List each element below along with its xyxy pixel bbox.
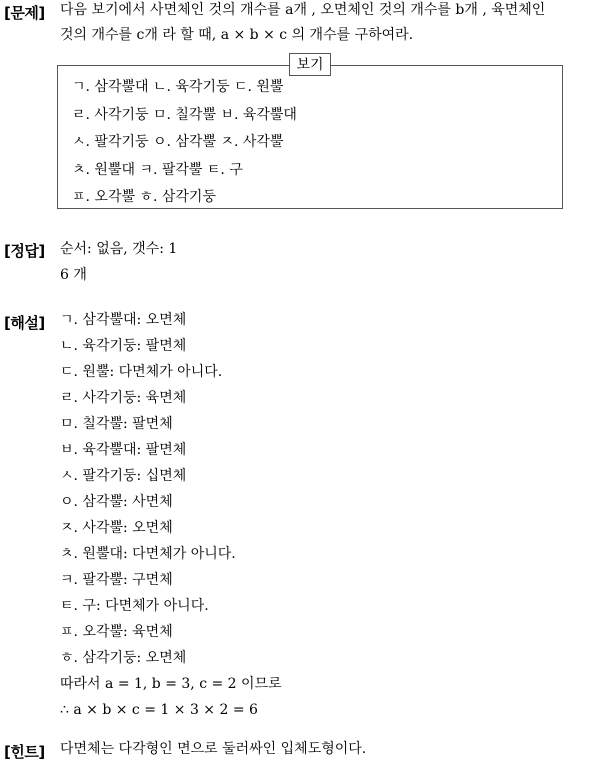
hint-text xyxy=(60,736,579,762)
solution-line: ㅎ. 삼각기둥: 오면체 xyxy=(60,650,187,666)
example-items xyxy=(72,74,297,212)
answer-line-1: 순서: 없음, 갯수: 1 xyxy=(60,241,178,257)
solution-line: ㅍ. 오각뿔: 육면체 xyxy=(60,624,173,640)
answer-text xyxy=(60,236,579,288)
answer-label: [정답] xyxy=(4,242,45,260)
solution-text xyxy=(60,307,579,723)
solution-line: ㅊ. 원뿔대: 다면체가 아니다. xyxy=(60,546,236,562)
example-line: ㅊ. 원뿔대 ㅋ. 팔각뿔 ㅌ. 구 xyxy=(72,161,243,178)
solution-line: ㅈ. 사각뿔: 오면체 xyxy=(60,520,173,536)
example-line: ㄹ. 사각기둥 ㅁ. 칠각뿔 ㅂ. 육각뿔대 xyxy=(72,106,297,123)
example-box xyxy=(57,65,563,209)
example-box-title: 보기 xyxy=(289,53,331,76)
answer-line-2: 6 개 xyxy=(60,267,87,283)
hint-label: [힌트] xyxy=(4,743,45,761)
solution-line: ㄷ. 원뿔: 다면체가 아니다. xyxy=(60,364,223,380)
solution-line: ㅌ. 구: 다면체가 아니다. xyxy=(60,598,209,614)
solution-line: ㄴ. 육각기둥: 팔면체 xyxy=(60,338,187,354)
example-line: ㅍ. 오각뿔 ㅎ. 삼각기둥 xyxy=(72,189,216,205)
solution-line: ㅇ. 삼각뿔: 사면체 xyxy=(60,494,173,510)
solution-line: ㅋ. 팔각뿔: 구면체 xyxy=(60,572,173,588)
solution-conclusion: 따라서 a = 1, b = 3, c = 2 이므로 xyxy=(60,676,282,692)
problem-line-1: 다음 보기에서 사면체인 것의 개수를 a개 , 오면체인 것의 개수를 b개 , 육면체인 xyxy=(60,2,546,18)
solution-line: ㄱ. 삼각뿔대: 오면체 xyxy=(60,312,187,328)
hint-line: 다면체는 다각형인 면으로 둘러싸인 입체도형이다. xyxy=(60,741,367,757)
solution-result: ∴ a × b × c = 1 × 3 × 2 = 6 xyxy=(60,702,258,718)
solution-line: ㅅ. 팔각기둥: 십면체 xyxy=(60,468,187,484)
solution-line: ㅁ. 칠각뿔: 팔면체 xyxy=(60,416,173,432)
example-line: ㅅ. 팔각기둥 ㅇ. 삼각뿔 ㅈ. 사각뿔 xyxy=(72,134,284,150)
solution-line: ㅂ. 육각뿔대: 팔면체 xyxy=(60,442,187,458)
example-line: ㄱ. 삼각뿔대 ㄴ. 육각기둥 ㄷ. 원뿔 xyxy=(72,79,284,95)
problem-label: [문제] xyxy=(4,4,45,22)
solution-label: [해설] xyxy=(4,314,45,332)
problem-line-2: 것의 개수를 c개 라 할 때, a × b × c 의 개수를 구하여라. xyxy=(60,27,414,43)
problem-text xyxy=(60,0,579,48)
solution-line: ㄹ. 사각기둥: 육면체 xyxy=(60,390,187,406)
